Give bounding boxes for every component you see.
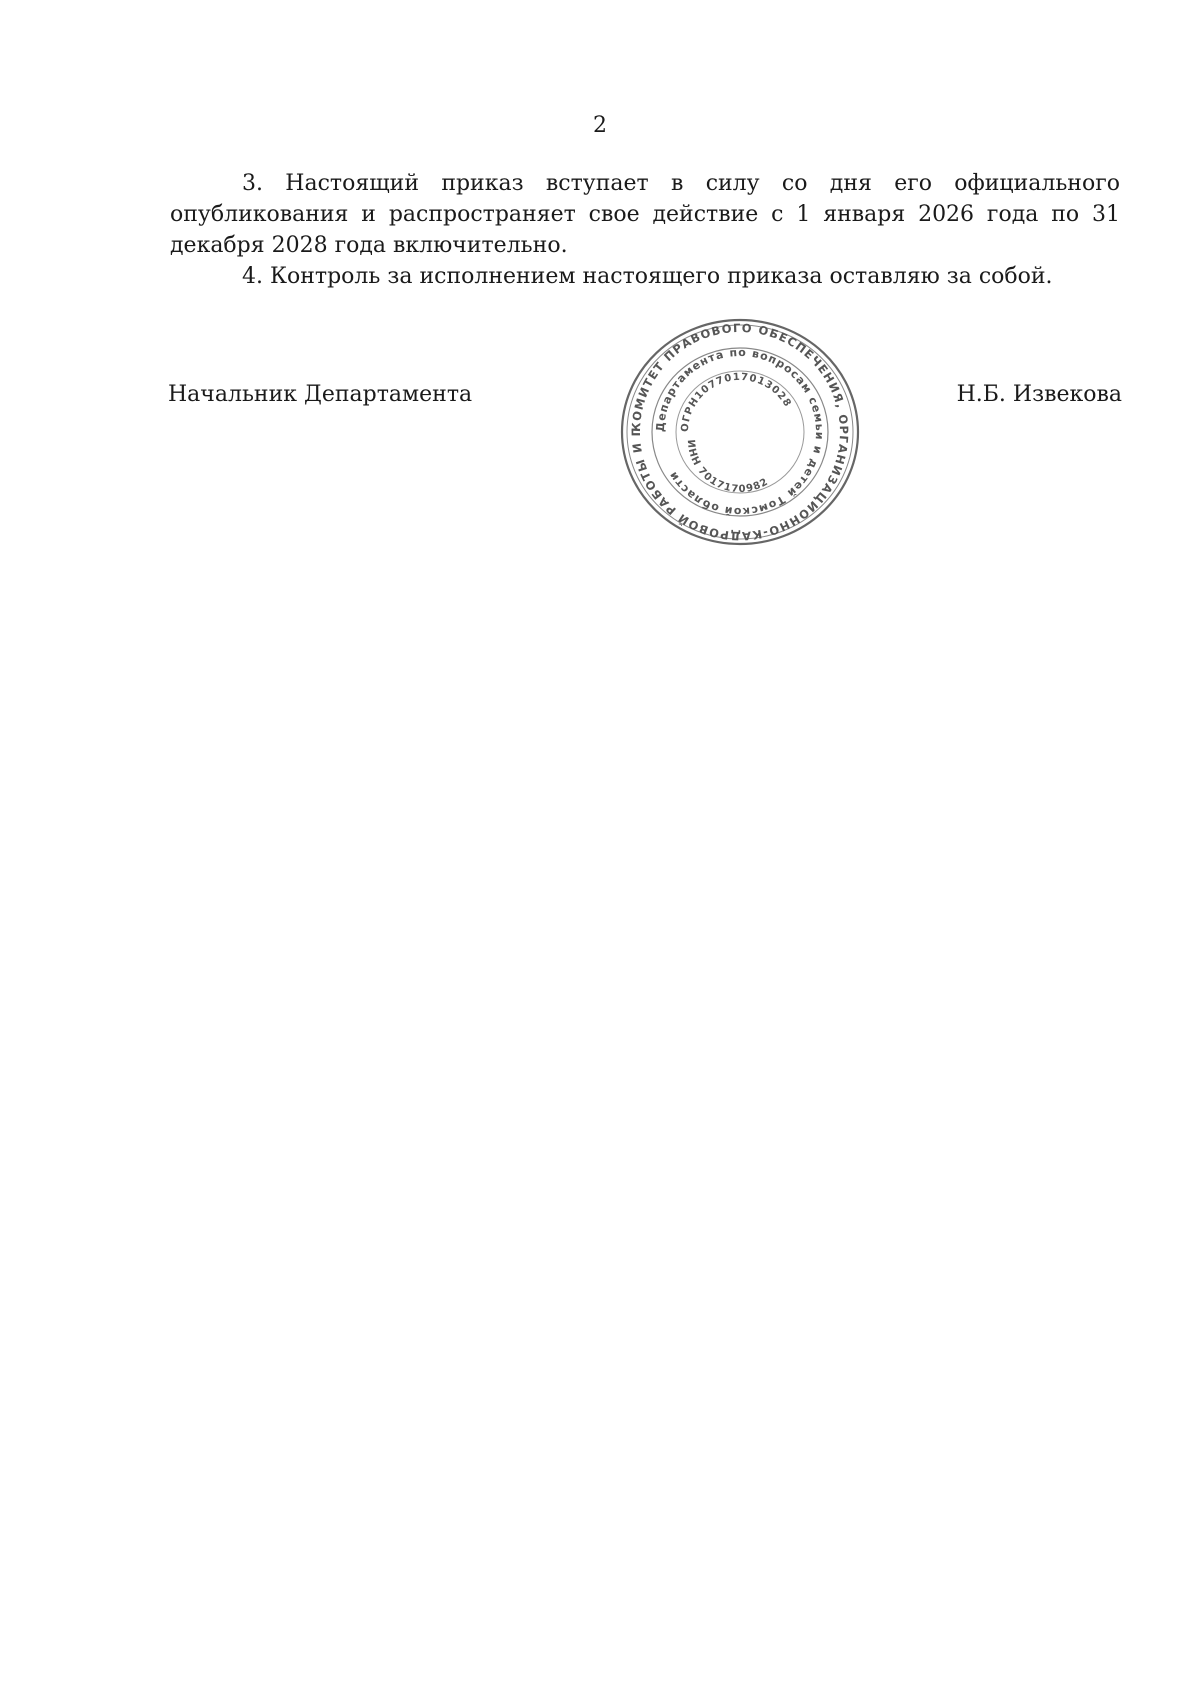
seal-image [616, 314, 864, 550]
svg-text:ИНН 7017170982 [685, 439, 771, 495]
seal-outer-text: КОМИТЕТ ПРАВОВОГО ОБЕСПЕЧЕНИЯ, ОРГАНИЗАЦИОННО-КАДРОВОЙ РАБОТЫ И Г [628, 320, 852, 544]
seal-inner-ring [676, 371, 804, 496]
signatory-name: Н.Б. Извекова [956, 382, 1122, 407]
seal-inn-text: ИНН 7017170982 [684, 439, 771, 496]
signatory-title: Начальник Департамента [168, 382, 473, 407]
page-number: 2 [593, 113, 607, 138]
seal-inner-text: Департамента по вопросам семьи и детей Томской области [653, 345, 827, 519]
paragraph-control: 4. Контроль за исполнением настоящего приказа оставляю за собой. [242, 264, 1053, 289]
seal-ogrn-text: ОГРН1077017013028 [679, 371, 794, 433]
official-seal [616, 314, 864, 550]
order-body [170, 168, 1120, 292]
paragraph-effective-date: 3. Настоящий приказ вступает в силу со дня его официального опубликования и распространяет свое действие с 1 января 2026 года по 31 декабря 2028 года включительно. [170, 171, 1120, 258]
